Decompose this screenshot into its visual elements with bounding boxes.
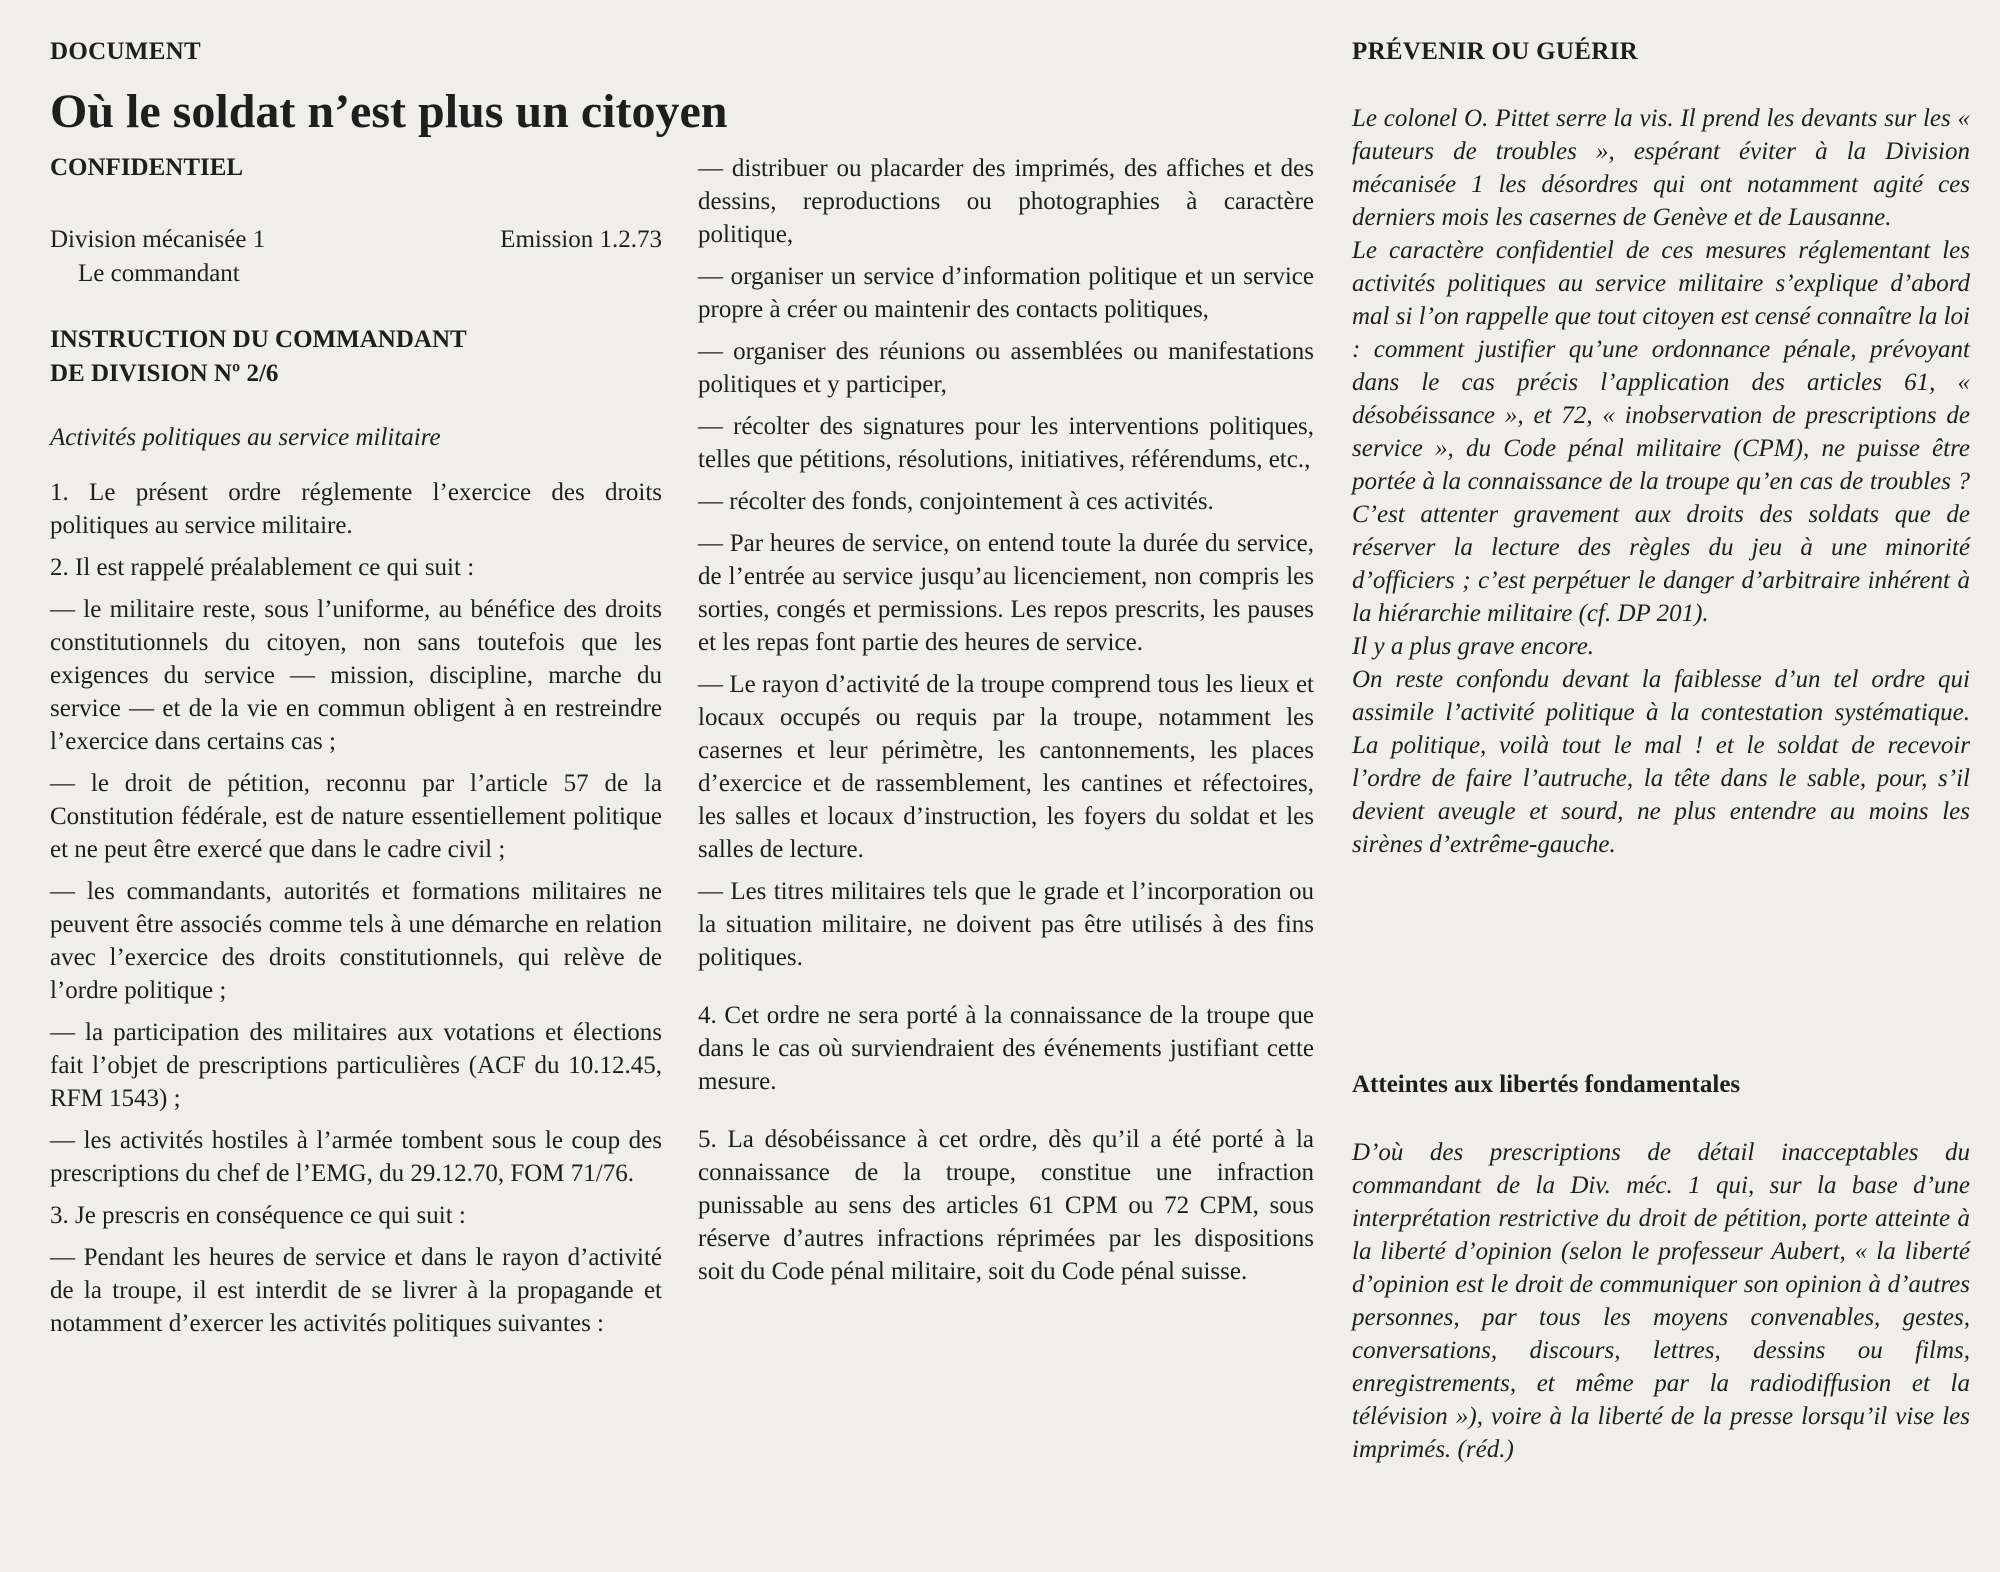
paragraph: — organiser un service d’information politique et un service propre à créer ou maintenir des contacts politiques, [698,263,1314,323]
commander-label: Le commandant [78,260,240,287]
paragraph: D’où des prescriptions de détail inacceptables du commandant de la Div. méc. 1 qui, sur la base d’une interprétation restrictive du droit de pétition, porte atteinte à la liberté d’opinion (selon le professeur Aubert, « la liberté d’opinion est le droit de communiquer son opinion à d’autres personnes, par tous les moyens convenables, gestes, conversations, discours, lettres, dessins ou films, enregistrements, et même par la radiodiffusion et la télévision »), voire à la liberté de la presse lorsqu’il vise les imprimés. (réd.) [1352,1139,1970,1463]
paragraph: 1. Le présent ordre réglemente l’exercice des droits politiques au service militaire. [50,479,662,539]
article-headline: Où le soldat n’est plus un citoyen [50,85,728,138]
paragraph: — organiser des réunions ou assemblées ou manifestations politiques et y participer, [698,338,1314,398]
paragraph: — Pendant les heures de service et dans le rayon d’activité de la troupe, il est interdit de se livrer à la propagande et notamment d’exercer les activités politiques suivantes : [50,1244,662,1337]
paragraph: — la participation des militaires aux votations et élections fait l’objet de prescriptions particulières (ACF du 10.12.45, RFM 1543) ; [50,1019,662,1112]
commentary-kicker: PRÉVENIR OU GUÉRIR [1352,38,1638,65]
section-kicker: DOCUMENT [50,38,202,65]
paragraph: — le droit de pétition, reconnu par l’article 57 de la Constitution fédérale, est de nature essentiellement politique et ne peut être exercé que dans le cadre civil ; [50,770,662,863]
instruction-title [50,323,467,391]
emission-label: Emission 1.2.73 [500,226,662,253]
paragraph: Le colonel O. Pittet serre la vis. Il prend les devants sur les « fauteurs de troubles », espérant éviter à la Division mécanisée 1 les désordres qui ont notamment agité ces derniers mois les casernes de Genève et de Lausanne. [1352,105,1970,231]
section-title: Atteintes aux libertés fondamentales [1352,1071,1741,1098]
paragraph: 2. Il est rappelé préalablement ce qui suit : [50,554,475,581]
commentary-conclusion [1352,1136,1970,1466]
paragraph: — Les titres militaires tels que le grade et l’incorporation ou la situation militaire, ne doivent pas être utilisés à des fins politiques. [698,878,1314,971]
paragraph: Il y a plus grave encore. [1352,633,1595,660]
instruction-line-2: DE DIVISION Nº 2/6 [50,360,279,387]
paragraph: — les commandants, autorités et formations militaires ne peuvent être associés comme tels à une démarche en relation avec l’exercice des droits constitutionnels, qui relève de l’ordre politique ; [50,878,662,1004]
paragraph: 4. Cet ordre ne sera porté à la connaissance de la troupe que dans le cas où surviendraient des événements justifiant cette mesure. [698,1002,1314,1095]
paragraph: — les activités hostiles à l’armée tombent sous le coup des prescriptions du chef de l’EMG, du 29.12.70, FOM 71/76. [50,1127,662,1187]
paragraph: — Par heures de service, on entend toute la durée du service, de l’entrée au service jusqu’au licenciement, non compris les sorties, congés et permissions. Les repos prescrits, les pauses et les repas font partie des heures de service. [698,530,1314,656]
paragraph: 3. Je prescris en conséquence ce qui suit : [50,1202,466,1229]
commentary-body [1352,102,1970,861]
left-body [50,476,662,1349]
middle-body [698,152,1314,1297]
paragraph: — distribuer ou placarder des imprimés, des affiches et des dessins, reproductions ou photographies à caractère politique, [698,155,1314,248]
document-meta [50,223,662,291]
paragraph: Le caractère confidentiel de ces mesures réglementant les activités politiques au service militaire s’explique d’abord mal si l’on rappelle que tout citoyen est censé connaître la loi : comment justifier qu’une ordonnance pénale, prévoyant dans le cas précis l’application des articles 61, « désobéissance », et 72, « inobservation de prescriptions de service », du Code pénal militaire (CPM), ne puisse être portée à la connaissance de la troupe qu’en cas de troubles ? C’est attenter gravement aux droits des soldats que de réserver la lecture des règles du jeu à une minorité d’officiers ; c’est perpétuer le danger d’arbitraire inhérent à la hiérarchie militaire (cf. DP 201). [1352,237,1970,627]
paragraph: On reste confondu devant la faiblesse d’un tel ordre qui assimile l’activité politique à la contestation systématique. La politique, voilà tout le mal ! et le soldat de recevoir l’ordre de faire l’autruche, la tête dans le sable, pour, s’il devient aveugle et sourd, ne plus entendre au moins les sirènes d’extrême-gauche. [1352,666,1970,858]
paragraph: — récolter des signatures pour les interventions politiques, telles que pétitions, résolutions, initiatives, référendums, etc., [698,413,1314,473]
division-label: Division mécanisée 1 [50,226,266,253]
instruction-subhead: Activités politiques au service militaire [50,424,441,451]
paragraph: 5. La désobéissance à cet ordre, dès qu’il a été porté à la connaissance de la troupe, constitue une infraction punissable au sens des articles 61 CPM ou 72 CPM, sous réserve d’autres infractions réprimées par les dispositions soit du Code pénal militaire, soit du Code pénal suisse. [698,1126,1314,1285]
instruction-line-1: INSTRUCTION DU COMMANDANT [50,326,467,353]
confidential-label: CONFIDENTIEL [50,154,244,181]
paragraph: — le militaire reste, sous l’uniforme, au bénéfice des droits constitutionnels du citoyen, non sans toutefois que les exigences du service — mission, discipline, marche du service — et de la vie en commun obligent à en restreindre l’exercice dans certains cas ; [50,596,662,755]
paragraph: — récolter des fonds, conjointement à ces activités. [698,488,1214,515]
paragraph: — Le rayon d’activité de la troupe comprend tous les lieux et locaux occupés ou requis par la troupe, notamment les casernes et leur périmètre, les cantonnements, les places d’exercice et de rassemblement, les cantines et réfectoires, les salles et locaux d’instruction, les foyers du soldat et les salles de lecture. [698,671,1314,863]
